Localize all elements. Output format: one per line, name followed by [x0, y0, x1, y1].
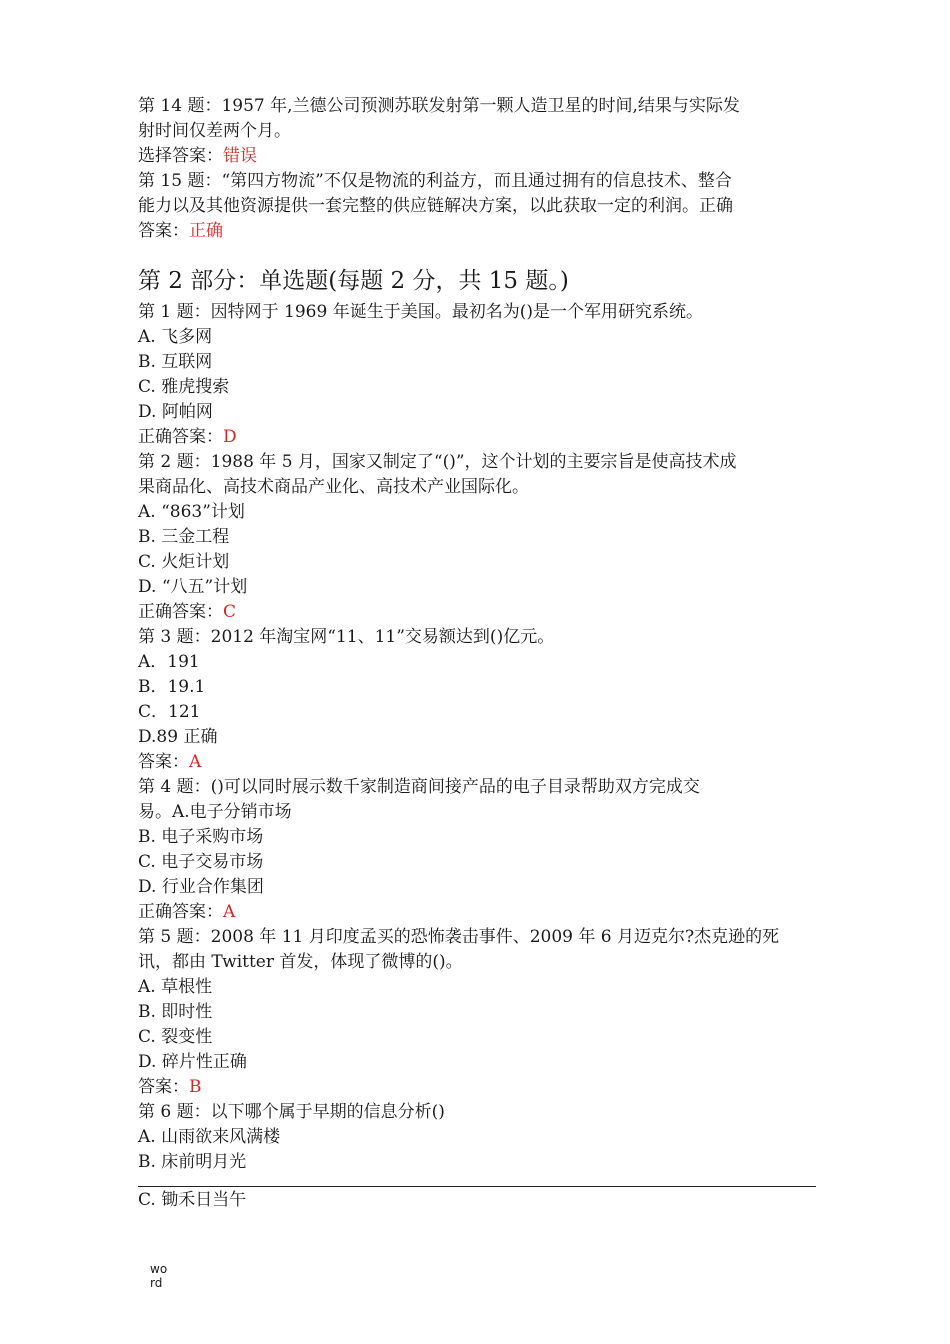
s5-stem2: 讯，都由 Twitter 首发，体现了微博的()。 [138, 952, 463, 972]
answer-value: 错误 [223, 146, 257, 166]
option: B. 互联网 [138, 352, 213, 372]
s1-stem: 第 1 题：因特网于 1969 年诞生于美国。最初名为()是一个军用研究系统。 [138, 302, 703, 322]
s2-answer [138, 600, 818, 625]
option: A. 草根性 [138, 977, 213, 997]
option: C．121 [138, 702, 201, 722]
s3-answer [138, 750, 818, 775]
option: A. 山雨欲来风满楼 [138, 1127, 281, 1147]
q15-line2: 能力以及其他资源提供一套完整的供应链解决方案，以此获取一定的利润。正确 [138, 196, 733, 216]
q14-answer [138, 144, 818, 169]
s4-answer [138, 900, 818, 925]
s4-stem2: 易。A.电子分销市场 [138, 802, 292, 822]
option: C. 锄禾日当午 [138, 1190, 247, 1210]
s2-stem1: 第 2 题：1988 年 5 月，国家又制定了“()”，这个计划的主要宗旨是使高技术成 [138, 452, 737, 472]
option: D.89 正确 [138, 727, 218, 747]
answer-value: C [223, 602, 237, 622]
answer-label: 答案： [138, 752, 189, 772]
answer-value: B [189, 1077, 202, 1097]
answer-value: A [223, 902, 236, 922]
answer-value: D [223, 427, 237, 447]
s2-stem2: 果商品化、高技术商品产业化、高技术产业国际化。 [138, 477, 529, 497]
option: C. 裂变性 [138, 1027, 213, 1047]
option: A. 飞多网 [138, 327, 213, 347]
page-divider [138, 1186, 816, 1187]
s4-stem1: 第 4 题：()可以同时展示数千家制造商间接产品的电子目录帮助双方完成交 [138, 777, 700, 797]
s3-stem: 第 3 题：2012 年淘宝网“11、11”交易额达到()亿元。 [138, 627, 555, 647]
q14-line2: 射时间仅差两个月。 [138, 121, 291, 141]
option: D. “八五”计划 [138, 577, 248, 597]
option: B．19.1 [138, 677, 206, 697]
answer-label: 正确答案： [138, 902, 223, 922]
option: B. 床前明月光 [138, 1152, 247, 1172]
answer-label: 正确答案： [138, 602, 223, 622]
answer-label: 答案： [138, 221, 189, 241]
answer-value: 正确 [189, 221, 223, 241]
option: D. 阿帕网 [138, 402, 213, 422]
q15-line1: 第 15 题：“第四方物流”不仅是物流的利益方，而且通过拥有的信息技术、整合 [138, 171, 732, 191]
option: C. 电子交易市场 [138, 852, 264, 872]
footer-word-label: word [150, 1262, 168, 1290]
answer-label: 正确答案： [138, 427, 223, 447]
option: A. “863”计划 [138, 502, 245, 522]
section-title: 第 2 部分：单选题(每题 2 分，共 15 题。) [138, 268, 569, 294]
option: B. 电子采购市场 [138, 827, 264, 847]
option: D. 行业合作集团 [138, 877, 264, 897]
option: B. 即时性 [138, 1002, 213, 1022]
document-body [138, 94, 818, 1175]
answer-label: 答案： [138, 1077, 189, 1097]
s1-answer [138, 425, 818, 450]
option: D. 碎片性正确 [138, 1052, 247, 1072]
q14-line1: 第 14 题：1957 年,兰德公司预测苏联发射第一颗人造卫星的时间,结果与实际发 [138, 96, 740, 116]
answer-label: 选择答案： [138, 146, 223, 166]
s5-stem1: 第 5 题：2008 年 11 月印度孟买的恐怖袭击事件、2009 年 6 月迈克尔?杰克逊的死 [138, 927, 780, 947]
option: B. 三金工程 [138, 527, 230, 547]
option: C. 火炬计划 [138, 552, 230, 572]
option: C. 雅虎搜索 [138, 377, 230, 397]
s5-answer [138, 1075, 818, 1100]
option: A．191 [138, 652, 200, 672]
answer-value: A [189, 752, 202, 772]
s6-stem: 第 6 题：以下哪个属于早期的信息分析() [138, 1102, 445, 1122]
q15-answer [138, 219, 818, 244]
